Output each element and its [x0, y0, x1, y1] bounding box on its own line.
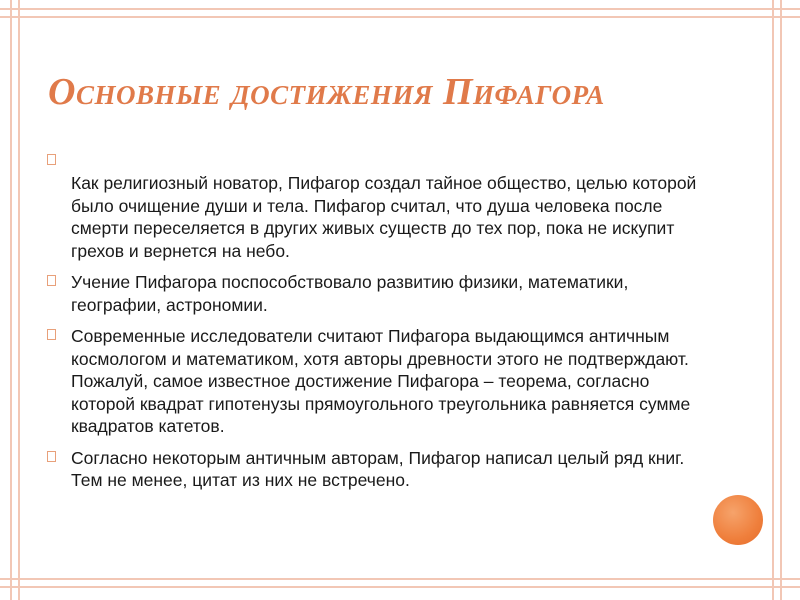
square-bullet-icon: [46, 450, 57, 463]
frame-line-top-inner: [0, 16, 800, 18]
frame-line-bottom-inner: [0, 578, 800, 580]
bullet-item-3: [46, 325, 706, 438]
bullet-text-2: Учение Пифагора поспособствовало развитию физики, математики, географии, астрономии.: [71, 272, 629, 315]
bullet-list: [46, 150, 706, 501]
bullet-item-1: [46, 150, 706, 262]
frame-line-left-inner: [18, 0, 20, 600]
slide-title: Основные достижения Пифагора: [48, 71, 605, 113]
square-bullet-icon: [46, 153, 57, 166]
bullet-text-4: Согласно некоторым античным авторам, Пифагор написал целый ряд книг. Тем не менее, цитат из них не встречено.: [71, 447, 685, 490]
frame-line-bottom-outer: [0, 586, 800, 588]
frame-line-right-outer: [780, 0, 782, 600]
bullet-text-1: Как религиозный новатор, Пифагор создал тайное общество, целью которой было очищение души и тела. Пифагор считал, что душа человека после смерти переселяется в других живых существ до тех пор, пока не искупит грехов и вернется на небо.: [71, 173, 697, 261]
bullet-item-4: [46, 447, 706, 492]
frame-line-left-outer: [10, 0, 12, 600]
bullet-text-3: Современные исследователи считают Пифагора выдающимся античным космологом и математиком, хотя авторы древности этого не подтверждают. Пожалуй, самое известное достижение Пифагора – теорема, согласно которой квадрат гипотенузы прямоугольного треугольника равняется сумме квадратов катетов.: [71, 326, 691, 436]
bullet-item-2: [46, 271, 706, 316]
frame-line-right-inner: [772, 0, 774, 600]
square-bullet-icon: [46, 274, 57, 287]
square-bullet-icon: [46, 328, 57, 341]
frame-line-top-outer: [0, 8, 800, 10]
decorative-orange-circle-icon: [713, 495, 763, 545]
